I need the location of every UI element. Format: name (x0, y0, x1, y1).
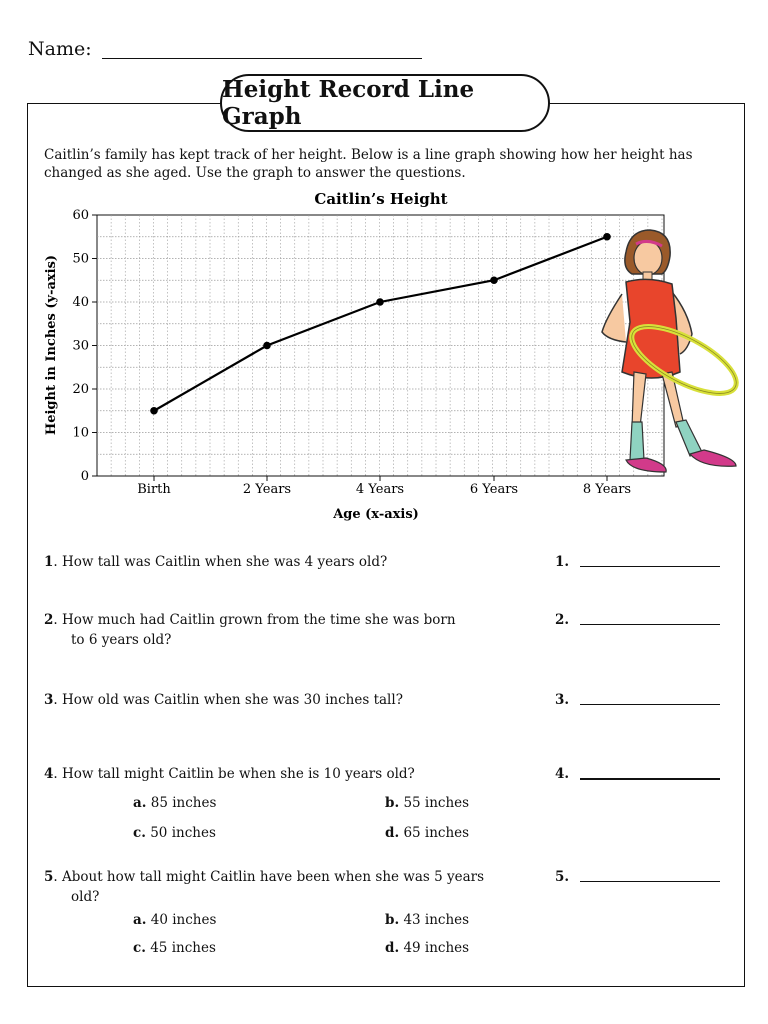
answer-label-3: 3. (555, 692, 570, 708)
answer-line-1[interactable] (580, 566, 720, 567)
name-label: Name: (28, 38, 92, 60)
y-tick-label: 0 (80, 469, 89, 484)
x-tick-label: 4 Years (355, 482, 405, 497)
question-number: 4 (44, 766, 54, 782)
choice-4c[interactable]: c. 50 inches (133, 825, 216, 841)
data-point (150, 407, 158, 415)
question-text: How tall might Caitlin be when she is 10 years old? (62, 766, 415, 782)
question-text: How tall was Caitlin when she was 4 years old? (62, 554, 388, 570)
x-axis-label: Age (x-axis) (333, 507, 419, 522)
answer-label-4: 4. (555, 766, 570, 782)
answer-line-2[interactable] (580, 624, 720, 625)
question-2: 2. How much had Caitlin grown from the time she was born to 6 years old? (44, 610, 514, 650)
choice-4d[interactable]: d. 65 inches (385, 825, 470, 841)
question-3: 3. How old was Caitlin when she was 30 inches tall? (44, 692, 403, 708)
question-5: 5. About how tall might Caitlin have been when she was 5 years old? (44, 867, 514, 907)
page-title: Height Record Line Graph (220, 74, 550, 132)
y-tick-label: 60 (72, 208, 89, 223)
girl-with-hula-hoop-icon (592, 222, 748, 482)
y-tick-label: 50 (72, 251, 89, 267)
data-point (490, 276, 498, 284)
x-tick-label: 2 Years (242, 482, 292, 497)
answer-label-1: 1. (555, 554, 570, 570)
y-tick-label: 30 (72, 338, 89, 354)
y-tick-label: 20 (72, 382, 89, 397)
answer-line-4[interactable] (580, 778, 720, 780)
choice-4b[interactable]: b. 55 inches (385, 795, 470, 811)
choice-4a[interactable]: a. 85 inches (133, 795, 217, 811)
question-1: 1. How tall was Caitlin when she was 4 years old? (44, 554, 388, 570)
y-tick-label: 40 (72, 295, 89, 310)
choice-5c[interactable]: c. 45 inches (133, 940, 216, 956)
choice-5b[interactable]: b. 43 inches (385, 912, 470, 928)
data-point (263, 342, 271, 350)
question-4: 4. How tall might Caitlin be when she is 10 years old? (44, 766, 415, 782)
question-text: About how tall might Caitlin have been when she was 5 years (62, 869, 485, 885)
x-tick-label: 6 Years (469, 482, 519, 497)
question-number: 1 (44, 554, 54, 570)
answer-line-3[interactable] (580, 704, 720, 705)
question-text-cont: to 6 years old? (71, 632, 172, 648)
choice-5d[interactable]: d. 49 inches (385, 940, 470, 956)
question-text: How old was Caitlin when she was 30 inches tall? (62, 692, 403, 708)
data-point (376, 298, 384, 306)
question-number: 3 (44, 692, 54, 708)
question-text-cont: old? (71, 889, 100, 905)
y-tick-label: 10 (72, 425, 89, 441)
question-number: 2 (44, 612, 54, 628)
choice-5a[interactable]: a. 40 inches (133, 912, 217, 928)
x-tick-label: 8 Years (582, 482, 632, 497)
chart-title: Caitlin’s Height (314, 190, 448, 208)
question-text: How much had Caitlin grown from the time she was born (62, 612, 456, 628)
x-tick-label: Birth (137, 482, 171, 497)
answer-label-2: 2. (555, 612, 570, 628)
answer-label-5: 5. (555, 869, 570, 885)
intro-paragraph: Caitlin’s family has kept track of her height. Below is a line graph showing how her height has changed as she aged. Use the graph to answer the questions. (44, 147, 693, 181)
answer-line-5[interactable] (580, 881, 720, 882)
y-axis-label: Height in Inches (y-axis) (44, 254, 59, 436)
question-number: 5 (44, 869, 54, 885)
